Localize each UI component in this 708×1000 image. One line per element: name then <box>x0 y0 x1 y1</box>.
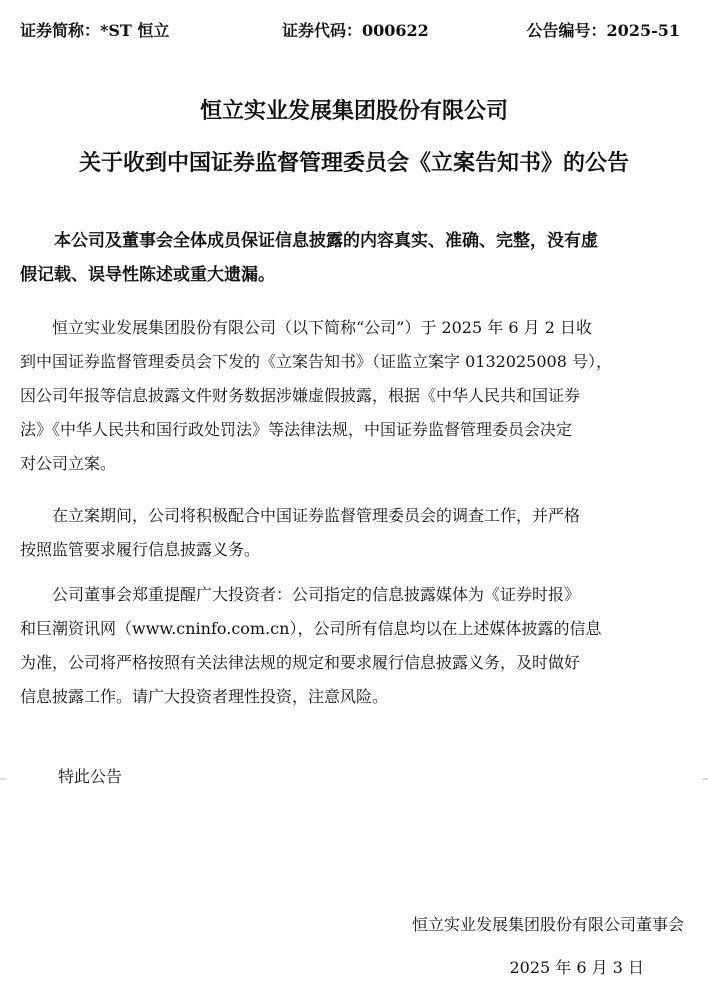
disclaimer-line: 假记载、误导性陈述或重大遗漏。 <box>20 265 275 285</box>
paragraph-line: 按照监管要求履行信息披露义务。 <box>20 540 261 559</box>
document-header <box>20 18 680 42</box>
company-title: 恒立实业发展集团股份有限公司 <box>199 98 508 124</box>
paragraph-line: 为准，公司将严格按照有关法律法规的规定和要求履行信息披露义务，及时做好 <box>20 653 581 672</box>
paragraph-line: 因公司年报等信息披露文件财务数据涉嫌虚假披露，根据《中华人民共和国证券 <box>20 386 581 405</box>
stock-code: 证券代码：000622 <box>282 21 429 40</box>
left-margin-mark <box>0 778 6 780</box>
board-signature: 恒立实业发展集团股份有限公司董事会 <box>411 915 684 934</box>
body-paragraph-2 <box>20 499 684 567</box>
paragraph-line: 对公司立案。 <box>20 454 117 473</box>
paragraph-line: 恒立实业发展集团股份有限公司（以下简称“公司”）于 2025 年 6 月 2 日收 <box>20 318 592 337</box>
paragraph-line: 到中国证券监督管理委员会下发的《立案告知书》（证监立案字 0132025008 号）， <box>20 352 612 371</box>
paragraph-line: 和巨潮资讯网（www.cninfo.com.cn），公司所有信息均以在上述媒体披露的信息 <box>20 619 602 638</box>
disclaimer-paragraph <box>20 224 684 292</box>
closing-remark: 特此公告 <box>58 767 123 786</box>
body-paragraph-3 <box>20 578 684 714</box>
paragraph-line: 在立案期间，公司将积极配合中国证券监督管理委员会的调查工作，并严格 <box>20 506 581 525</box>
announcement-title: 关于收到中国证券监督管理委员会《立案告知书》的公告 <box>78 150 629 176</box>
announcement-date: 2025 年 6 月 3 日 <box>509 958 644 977</box>
stock-abbreviation: 证券简称：*ST 恒立 <box>20 21 170 40</box>
right-margin-mark <box>702 778 708 780</box>
paragraph-line: 信息披露工作。请广大投资者理性投资，注意风险。 <box>20 687 389 706</box>
paragraph-line: 法》《中华人民共和国行政处罚法》等法律法规，中国证券监督管理委员会决定 <box>20 420 573 439</box>
body-paragraph-1 <box>20 311 684 481</box>
disclaimer-line: 本公司及董事会全体成员保证信息披露的内容真实、准确、完整，没有虚 <box>20 231 598 251</box>
paragraph-line: 公司董事会郑重提醒广大投资者：公司指定的信息披露媒体为《证券时报》 <box>20 585 581 604</box>
notice-number: 公告编号：2025-51 <box>526 21 680 40</box>
